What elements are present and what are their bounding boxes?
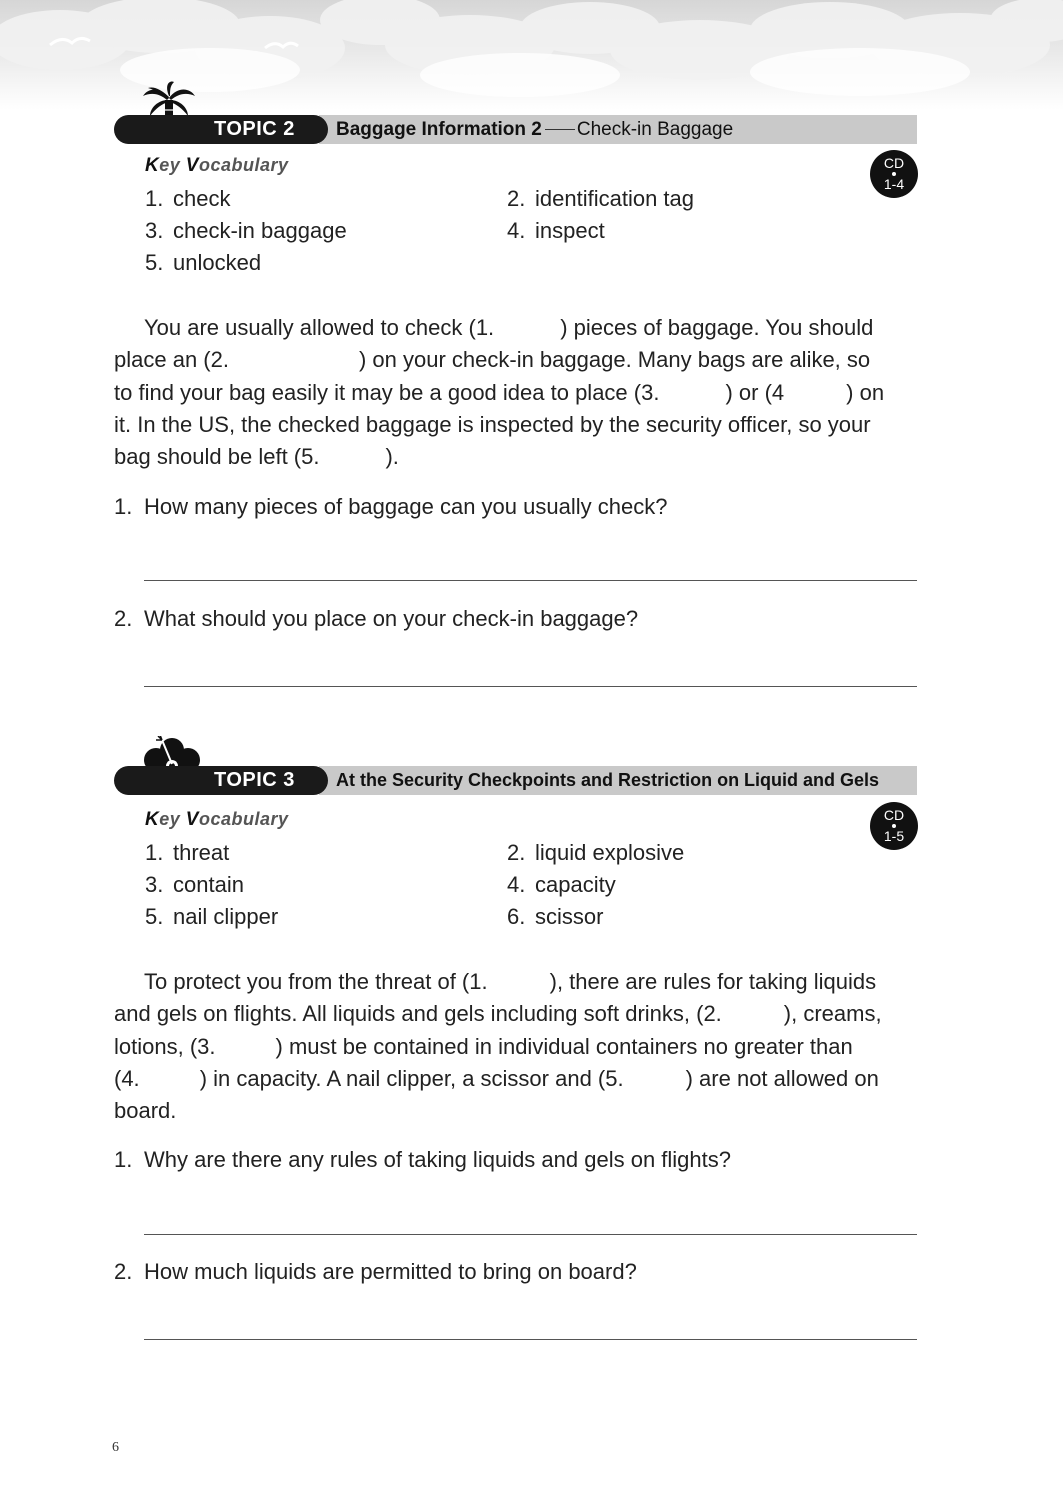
paragraph-line: board. xyxy=(114,1098,177,1124)
topic-2-header xyxy=(114,115,917,144)
cd-track-badge: CD 1-5 xyxy=(870,802,918,850)
topic-title-bold: Baggage Information 2 xyxy=(336,119,542,140)
question: 2. What should you place on your check-in baggage? xyxy=(114,606,639,631)
paragraph-line: You are usually allowed to check (1. ) pieces of baggage. You should xyxy=(144,315,874,340)
paragraph-line: to find your bag easily it may be a good idea to place (3. ) or (4 ) on xyxy=(114,379,885,405)
topic-3-header xyxy=(114,766,917,795)
topic-title xyxy=(336,766,879,795)
cd-track-badge: CD 1-4 xyxy=(870,150,918,198)
topic-label: TOPIC 3 xyxy=(214,769,295,791)
answer-line[interactable] xyxy=(144,580,917,581)
vocab-item: 4. inspect xyxy=(507,218,605,243)
vocab-item: 4. capacity xyxy=(507,872,616,897)
em-dash xyxy=(545,129,575,130)
paragraph-line: place an (2. ) on your check-in baggage. Many bags are alike, so xyxy=(114,347,871,373)
answer-line[interactable] xyxy=(144,1234,917,1235)
vocab-item: 2. identification tag xyxy=(507,186,694,211)
cloze-paragraph xyxy=(114,966,914,1127)
topic-title xyxy=(336,115,733,144)
paragraph-line: it. In the US, the checked baggage is inspected by the security officer, so your xyxy=(114,411,871,437)
question: 2. How much liquids are permitted to bring on board? xyxy=(114,1259,637,1284)
topic-title-rest: Check-in Baggage xyxy=(576,119,734,140)
question: 1. How many pieces of baggage can you usually check? xyxy=(114,494,668,519)
vocab-item: 6. scissor xyxy=(507,904,604,929)
topic-title-bold: At the Security Checkpoints and Restriction on Liquid and Gels xyxy=(336,770,880,790)
page-number: 6 xyxy=(112,1440,119,1455)
question: 1. Why are there any rules of taking liquids and gels on flights? xyxy=(114,1147,731,1172)
paragraph-line: bag should be left (5. ). xyxy=(114,444,399,470)
answer-line[interactable] xyxy=(144,1339,917,1340)
paragraph-line: (4. ) in capacity. A nail clipper, a scissor and (5. ) are not allowed on xyxy=(114,1065,879,1091)
vocab-item: 5. unlocked xyxy=(145,250,262,275)
cloze-paragraph xyxy=(114,312,914,473)
paragraph-line: and gels on flights. All liquids and gels including soft drinks, (2. ), creams, xyxy=(114,1001,882,1027)
key-vocabulary-heading: Key Vocabulary xyxy=(145,155,289,176)
vocab-item: 2. liquid explosive xyxy=(507,840,685,865)
paragraph-line: To protect you from the threat of (1. ), there are rules for taking liquids xyxy=(144,969,877,994)
vocab-item: 3. contain xyxy=(145,872,244,897)
key-vocabulary-heading: Key Vocabulary xyxy=(145,809,289,830)
paragraph-line: lotions, (3. ) must be contained in individual containers no greater than xyxy=(114,1033,853,1059)
vocab-item: 5. nail clipper xyxy=(145,904,279,929)
vocab-item: 3. check-in baggage xyxy=(145,218,347,243)
vocab-item: 1. threat xyxy=(145,840,230,865)
vocab-item: 1. check xyxy=(145,186,231,211)
topic-label: TOPIC 2 xyxy=(214,118,295,140)
answer-line[interactable] xyxy=(144,686,917,687)
